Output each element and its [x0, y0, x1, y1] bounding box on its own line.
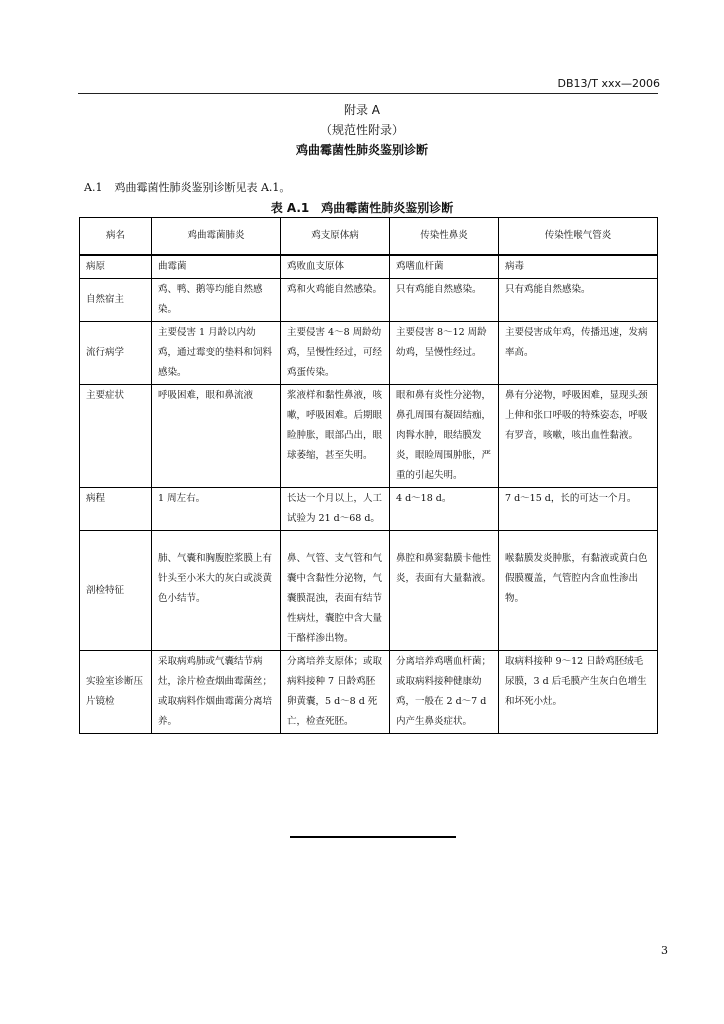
table-row-pathogen — [80, 255, 658, 279]
table-row-symptoms — [80, 385, 658, 488]
table-cell: 主要侵害成年鸡，传播迅速，发病率高。 — [499, 322, 658, 385]
table-title: 表 A.1 鸡曲霉菌性肺炎鉴别诊断 — [270, 201, 454, 215]
row-label: 自然宿主 — [80, 279, 152, 322]
differential-diagnosis-table — [79, 217, 658, 734]
table-cell: 鼻有分泌物，呼吸困难，显现头颈上伸和张口呼吸的特殊姿态，呼吸有罗音，咳嗽，咳出血性黏液。 — [499, 385, 658, 488]
table-cell: 曲霉菌 — [152, 255, 281, 279]
clause-a1 — [84, 179, 290, 195]
col-header-disease: 病名 — [80, 218, 152, 256]
col-header-aspergillosis: 鸡曲霉菌肺炎 — [152, 218, 281, 256]
table-cell: 采取病鸡肺或气囊结节病灶，涂片检查烟曲霉菌丝；或取病料作烟曲霉菌分离培养。 — [152, 651, 281, 734]
row-label: 剖检特征 — [80, 531, 152, 651]
table-cell: 主要侵害 1 月龄以内幼鸡，通过霉变的垫料和饲料感染。 — [152, 322, 281, 385]
table-cell: 4 d～18 d。 — [390, 488, 499, 531]
table-cell: 鼻、气管、支气管和气囊中含黏性分泌物，气囊膜混浊，表面有结节性病灶，囊腔中含大量干酪样渗出物。 — [281, 531, 390, 651]
table-row-necropsy — [80, 531, 658, 651]
table-cell: 只有鸡能自然感染。 — [499, 279, 658, 322]
table-cell: 7 d～15 d，长的可达一个月。 — [499, 488, 658, 531]
page-number: 3 — [661, 944, 668, 957]
table-cell: 鸡嗜血杆菌 — [390, 255, 499, 279]
col-header-infectious-laryngotracheitis: 传染性喉气管炎 — [499, 218, 658, 256]
table-cell: 喉黏膜发炎肿胀，有黏液或黄白色假膜覆盖，气管腔内含血性渗出物。 — [499, 531, 658, 651]
header-rule — [78, 93, 658, 94]
table-cell: 鼻腔和鼻窦黏膜卡他性炎，表面有大量黏液。 — [390, 531, 499, 651]
table-row-lab-diagnosis — [80, 651, 658, 734]
table-cell: 浆液样和黏性鼻液，咳嗽，呼吸困难。后期眼睑肿胀，眼部凸出，眼球萎缩，甚至失明。 — [281, 385, 390, 488]
table-cell: 鸡和火鸡能自然感染。 — [281, 279, 390, 322]
row-label: 病原 — [80, 255, 152, 279]
table-cell: 主要侵害 8～12 周龄幼鸡，呈慢性经过。 — [390, 322, 499, 385]
row-label: 实验室诊断压片镜检 — [80, 651, 152, 734]
col-header-infectious-coryza: 传染性鼻炎 — [390, 218, 499, 256]
table-cell: 病毒 — [499, 255, 658, 279]
table-header-row — [80, 218, 658, 256]
table-cell: 呼吸困难，眼和鼻流液 — [152, 385, 281, 488]
table-row-natural-host — [80, 279, 658, 322]
table-row-epidemiology — [80, 322, 658, 385]
table-cell: 分离培养支原体；或取病料接种 7 日龄鸡胚卵黄囊，5 d～8 d 死亡，检查死胚。 — [281, 651, 390, 734]
table-cell: 分离培养鸡嗜血杆菌；或取病料接种健康幼鸡，一般在 2 d～7 d 内产生鼻炎症状。 — [390, 651, 499, 734]
col-header-mycoplasmosis: 鸡支原体病 — [281, 218, 390, 256]
appendix-label: 附录 A — [343, 103, 381, 117]
table-cell: 长达一个月以上，人工试验为 21 d～68 d。 — [281, 488, 390, 531]
table-cell: 只有鸡能自然感染。 — [390, 279, 499, 322]
row-label: 主要症状 — [80, 385, 152, 488]
clause-number: A.1 — [84, 181, 103, 194]
appendix-title: 鸡曲霉菌性肺炎鉴别诊断 — [295, 143, 428, 157]
table-row-course — [80, 488, 658, 531]
table-cell: 眼和鼻有炎性分泌物，鼻孔周围有凝固结痂，肉髥水肿，眼结膜发炎，眼睑周围肿胀，严重的引起失明。 — [390, 385, 499, 488]
table-cell: 肺、气囊和胸腹腔浆膜上有针头至小米大的灰白或淡黄色小结节。 — [152, 531, 281, 651]
end-rule — [290, 836, 456, 838]
table-cell: 取病料接种 9～12 日龄鸡胚绒毛尿膜，3 d 后毛膜产生灰白色增生和坏死小灶。 — [499, 651, 658, 734]
row-label: 病程 — [80, 488, 152, 531]
standard-code: DB13/T xxx—2006 — [557, 77, 660, 90]
row-label: 流行病学 — [80, 322, 152, 385]
table-cell: 鸡、鸭、鹅等均能自然感染。 — [152, 279, 281, 322]
appendix-type: （规范性附录） — [319, 123, 404, 137]
table-cell: 1 周左右。 — [152, 488, 281, 531]
table-cell: 主要侵害 4～8 周龄幼鸡，呈慢性经过，可经鸡蛋传染。 — [281, 322, 390, 385]
table-cell: 鸡败血支原体 — [281, 255, 390, 279]
clause-text: 鸡曲霉菌性肺炎鉴别诊断见表 A.1。 — [114, 181, 291, 194]
